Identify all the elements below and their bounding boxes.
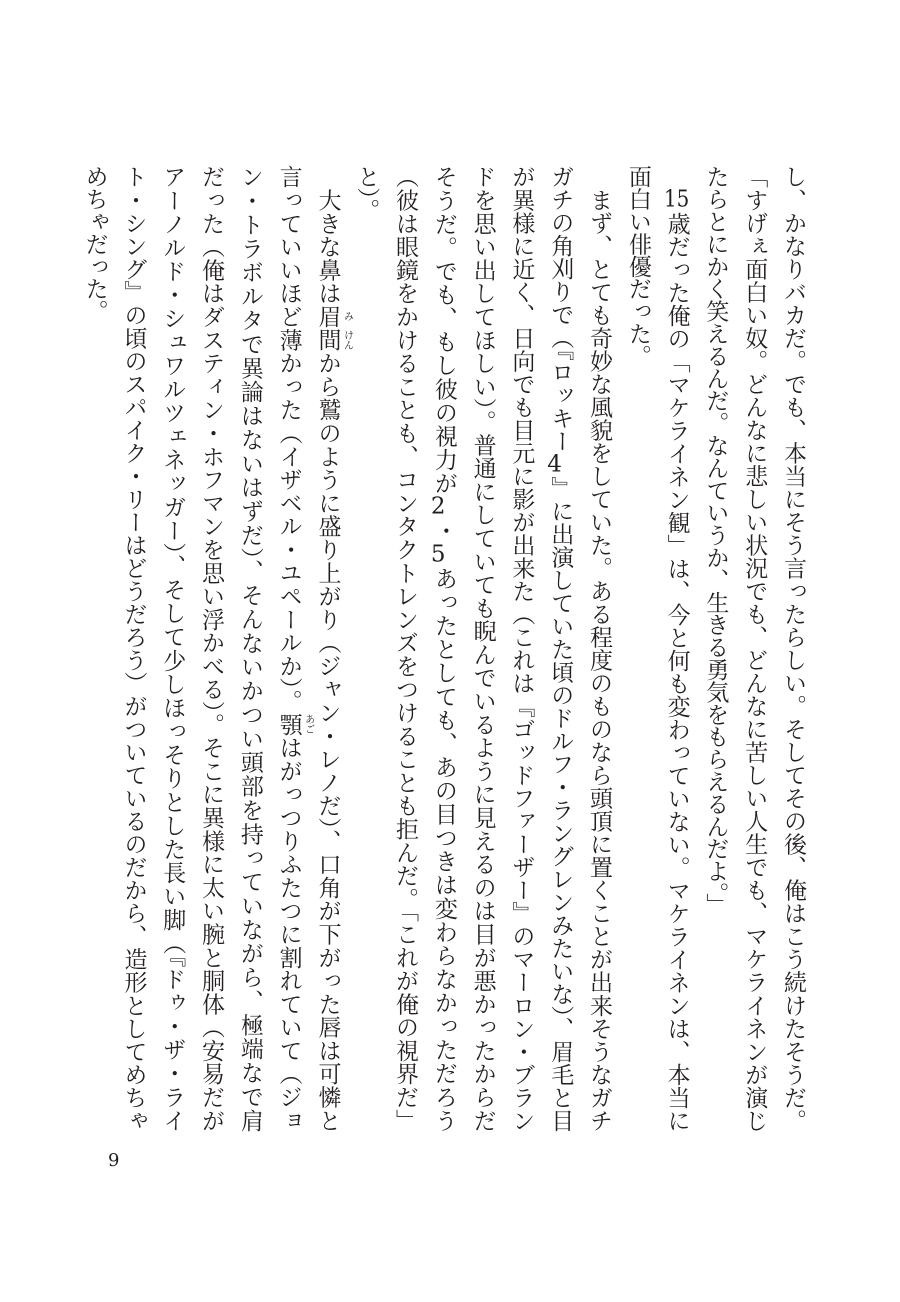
text-segment: 「すげぇ面白い奴。どんなに悲しい状況でも、どんなに苦しい人生でも、マケライネンが演じ [741,165,768,1131]
page-number: 9 [108,1150,120,1171]
text-segment: 』に出演していた頃のドルフ・ラングレンみたいな）、眉毛と目 [547,476,574,1131]
text-column-12 [346,165,385,1131]
text-column-17 [152,165,191,1131]
text-segment: 言っていいほど薄かった（イザベル・ユペールか）。 [275,165,302,713]
ruby-word [314,304,353,329]
text-segment: （彼は眼鏡をかけることも、コンタクトレンズをつけることも拒んだ。「これが俺の視界だ」 [392,165,419,1131]
text-segment: まず、とても奇妙な風貌をしていた。ある程度のものなら頭頂に置くことが出来そうなガチ [586,165,613,1131]
text-segment: はがっつりふたつに割れていて（ジョ [275,735,302,1131]
text-column-2 [734,165,773,1131]
text-column-3 [696,165,735,1131]
text-segment: 歳だった俺の「マケライネン観」は、今と何も変わっていない。マケライネンは、本当に [663,211,690,1131]
text-segment: めちゃだった。 [81,165,108,322]
text-segment: ドを思い出してほしい）。普通にしていても睨んでいるように見えるのは目が悪かったからだ [469,165,496,1131]
text-segment: ・ [430,519,457,543]
ruby-text: けん [341,329,353,350]
text-column-19 [75,165,114,1131]
text-column-5 [618,165,657,1131]
text-segment: ト・シング』の頃のスパイク・リーはどうだろう）がついているのだから、造形としてめちゃ [120,165,147,1131]
text-segment: アーノルド・シュワルツェネッガー）、そして少しほっそりとした長い脚（『ドゥ・ザ・ライ [159,165,186,1131]
text-segment: そうだ。でも、もし彼の視力が [430,165,457,495]
text-column-10 [424,165,463,1131]
text-column-6 [579,165,618,1131]
number-upright: 4 [547,452,562,476]
text-segment: が異様に近く、日向でも目元に影が出来た（これは『ゴッドファーザー』のマーロン・ブラン [508,165,535,1131]
text-segment: ガチの角刈りで（『ロッキー [547,165,574,453]
ruby-base: 眉 [314,304,341,329]
text-column-18 [114,165,153,1131]
ruby-word [275,712,314,736]
body-text [75,165,812,1131]
text-segment: 大きな鼻は [314,165,341,305]
text-segment: から鷲のように盛り上がり（ジャン・レノだ）、口角が下がった唇は可憐と [314,351,341,1131]
text-column-8 [502,165,541,1131]
text-segment: と）。 [353,165,380,221]
number-upright: 15 [663,188,690,211]
text-column-13 [308,165,353,1131]
text-segment: だった（俺はダスティン・ホフマンを思い浮かべる）。そこに異様に太い腕と胴体（安易だが [198,165,225,1131]
text-column-4 [657,165,696,1131]
number-upright: 2 [430,494,446,518]
number-upright: 5 [430,542,446,566]
ruby-word [314,328,353,352]
ruby-text: み [341,311,353,322]
text-segment: ン・トラボルタで異論はないはずだ）、そんないかつい頭部を持っていながら、極端なで肩 [236,165,263,1131]
text-column-7 [540,165,579,1131]
text-segment: たらとにかく笑えるんだ。なんていうか、生きる勇気をもらえるんだよ。」 [702,165,729,916]
text-column-16 [191,165,230,1131]
text-column-14 [269,165,314,1131]
ruby-base: 顎 [275,712,302,736]
text-segment: 面白い俳優だった。 [624,165,651,367]
text-column-11 [385,165,424,1131]
ruby-text: あご [302,714,314,735]
text-column-15 [230,165,269,1131]
ruby-base: 間 [314,328,341,352]
text-segment: あったとしても、あの目つきは変わらなかっただろう [430,566,457,1131]
text-column-9 [463,165,502,1131]
text-segment: し、かなりバカだ。でも、本当にそう言ったらしい。そしてその後、俺はこう続けたそうだ。 [780,165,806,1131]
text-column-1 [773,165,812,1131]
text-segment [664,165,690,188]
